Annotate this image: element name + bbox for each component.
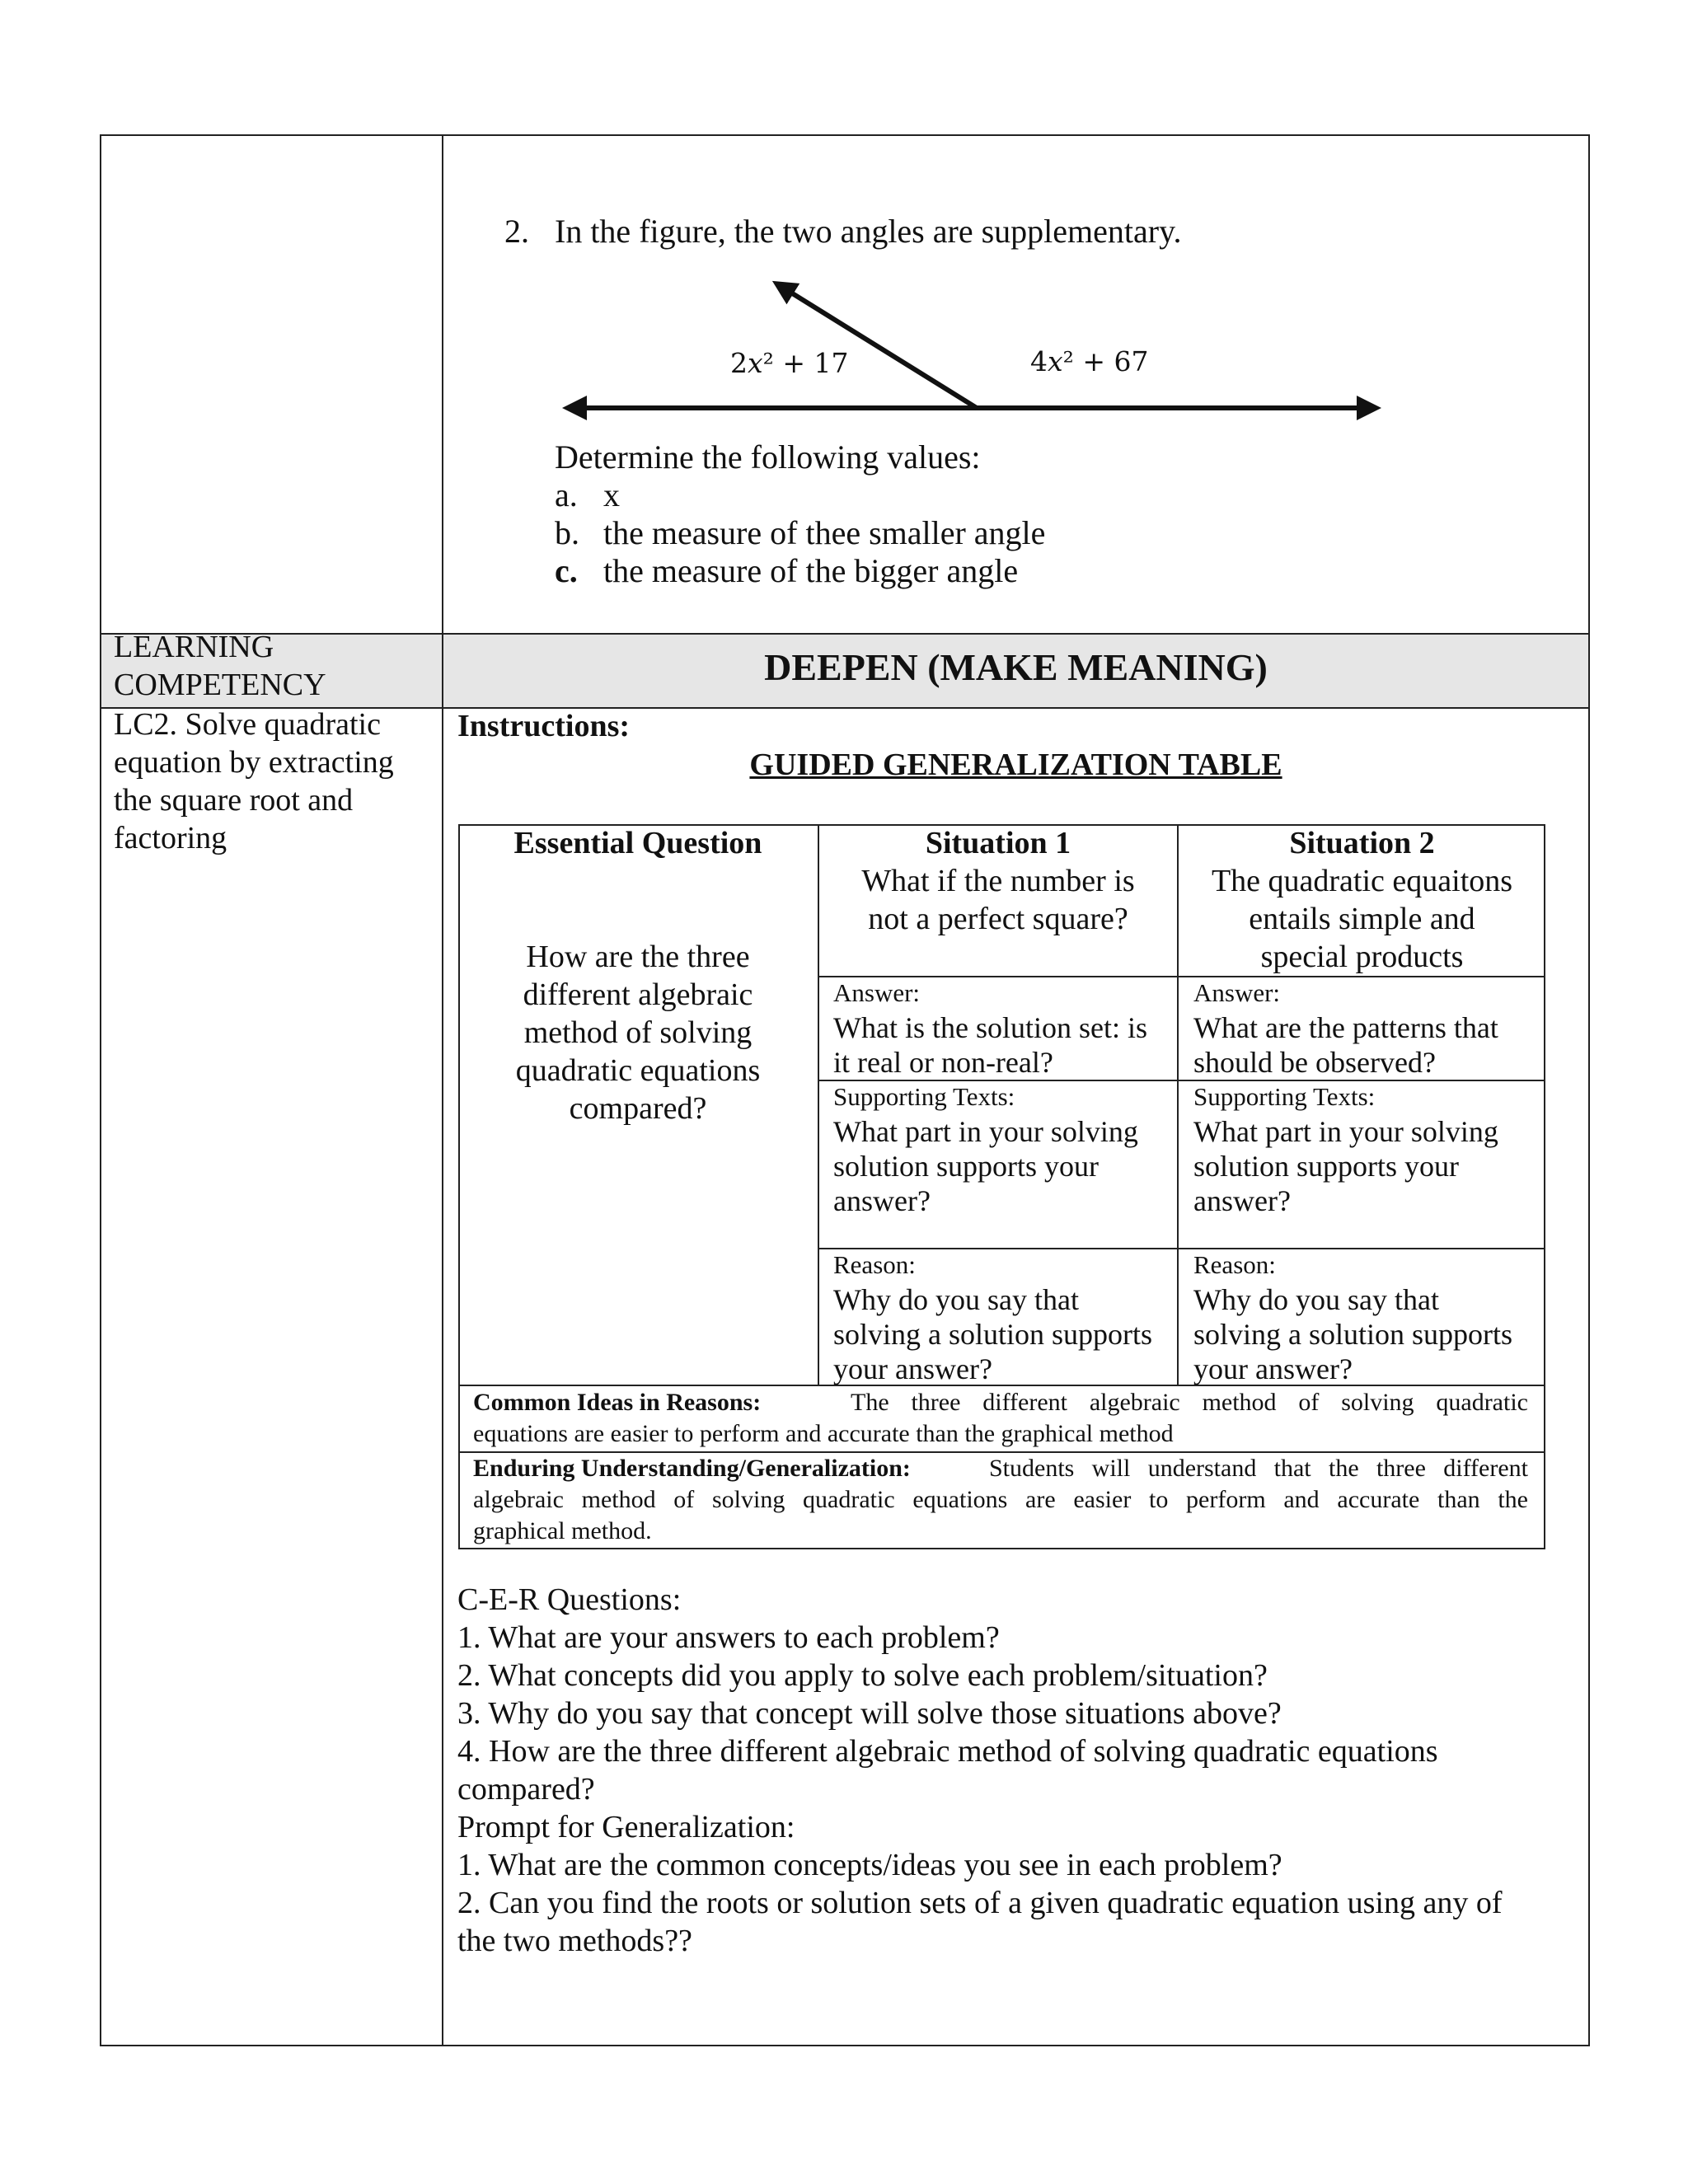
gtable-hline-4 xyxy=(458,1385,1545,1386)
common-ideas-line-1: The three different algebraic method of solving quadratic xyxy=(851,1389,1528,1416)
column-divider xyxy=(442,134,443,2046)
s2-answer-label: Answer: xyxy=(1193,978,1281,1007)
s1-reason-label: Reason: xyxy=(833,1250,916,1279)
s1-answer-label: Answer: xyxy=(833,978,921,1007)
angle-right-label: 4𝑥² + 67 xyxy=(1030,345,1149,377)
generalization-prompt-2: 2. Can you find the roots or solution sets of a given quadratic equation using any of xyxy=(457,1886,1503,1920)
common-ideas-label: Common Ideas in Reasons: xyxy=(473,1389,762,1416)
s1-supporting-line-3: answer? xyxy=(833,1184,931,1217)
s2-reason-line-3: your answer? xyxy=(1193,1352,1353,1385)
s1-reason-line-1: Why do you say that xyxy=(833,1283,1079,1316)
situation-2-heading: Situation 2 xyxy=(1289,826,1435,860)
item-b-marker: b. xyxy=(555,514,579,551)
situation-1-heading: Situation 1 xyxy=(925,826,1071,860)
essential-line-5: compared? xyxy=(569,1091,707,1126)
s1-supporting-line-2: solution supports your xyxy=(833,1150,1100,1183)
enduring-line-3: graphical method. xyxy=(473,1517,652,1544)
competency-line-1: LC2. Solve quadratic xyxy=(114,707,381,742)
gtable-hline-5 xyxy=(458,1451,1545,1453)
determine-prompt: Determine the following values: xyxy=(555,438,981,476)
situation-1-line-1: What if the number is xyxy=(861,864,1135,898)
item-c-text: the measure of the bigger angle xyxy=(603,552,1019,589)
item-a-text: x xyxy=(603,476,620,513)
gtable-hline-1 xyxy=(818,976,1545,977)
essential-line-2: different algebraic xyxy=(523,977,753,1012)
cer-question-2: 2. What concepts did you apply to solve each problem/situation? xyxy=(457,1658,1268,1693)
generalization-prompt-1: 1. What are the common concepts/ideas you see in each problem? xyxy=(457,1848,1282,1882)
situation-2-line-1: The quadratic equaitons xyxy=(1211,864,1513,898)
essential-line-4: quadratic equations xyxy=(515,1053,761,1088)
situation-1-line-2: not a perfect square? xyxy=(868,902,1128,936)
enduring-label: Enduring Understanding/Generalization: xyxy=(473,1455,911,1482)
common-ideas-line-2: equations are easier to perform and accurate than the graphical method xyxy=(473,1420,1174,1447)
cer-question-4: 4. How are the three different algebraic method of solving quadratic equations xyxy=(457,1734,1438,1769)
supplementary-angle-figure xyxy=(560,272,1385,429)
gtable-hline-3 xyxy=(818,1248,1545,1249)
instructions-label: Instructions: xyxy=(457,709,631,743)
s1-reason-line-3: your answer? xyxy=(833,1352,992,1385)
s2-reason-line-1: Why do you say that xyxy=(1193,1283,1439,1316)
angle-left-label: 2𝑥² + 17 xyxy=(730,347,849,379)
s1-supporting-line-1: What part in your solving xyxy=(833,1115,1138,1148)
essential-line-3: method of solving xyxy=(523,1015,753,1050)
cer-question-1: 1. What are your answers to each problem? xyxy=(457,1620,1000,1655)
cer-heading: C-E-R Questions: xyxy=(457,1582,682,1617)
item-b-text: the measure of thee smaller angle xyxy=(603,514,1046,551)
item-a-marker: a. xyxy=(555,476,578,513)
s2-supporting-line-1: What part in your solving xyxy=(1193,1115,1498,1148)
learning-competency-header-line2: COMPETENCY xyxy=(114,668,326,702)
s1-reason-line-2: solving a solution supports xyxy=(833,1318,1153,1351)
cer-question-3: 3. Why do you say that concept will solve those situations above? xyxy=(457,1696,1282,1731)
problem-statement: In the figure, the two angles are supplementary. xyxy=(555,213,1182,250)
enduring-line-2: algebraic method of solving quadratic equations are easier to perform and accurate than the xyxy=(473,1486,1528,1513)
competency-line-2: equation by extracting xyxy=(114,745,394,780)
item-c-marker: c. xyxy=(555,552,578,589)
s2-answer-line-2: should be observed? xyxy=(1193,1046,1436,1079)
essential-line-1: How are the three xyxy=(526,940,750,974)
s2-reason-label: Reason: xyxy=(1193,1250,1276,1279)
learning-competency-header-line1: LEARNING xyxy=(114,630,274,664)
s1-answer-line-1: What is the solution set: is xyxy=(833,1011,1147,1044)
row-divider-top xyxy=(100,633,1590,635)
section-title: DEEPEN (MAKE MEANING) xyxy=(764,646,1268,688)
competency-line-4: factoring xyxy=(114,821,227,855)
competency-line-3: the square root and xyxy=(114,783,354,818)
s2-supporting-line-2: solution supports your xyxy=(1193,1150,1460,1183)
s2-answer-line-1: What are the patterns that xyxy=(1193,1011,1498,1044)
enduring-line-1: Students will understand that the three different xyxy=(989,1455,1528,1482)
s1-supporting-label: Supporting Texts: xyxy=(833,1082,1015,1111)
generalization-prompt-heading: Prompt for Generalization: xyxy=(457,1810,795,1844)
problem-number: 2. xyxy=(504,213,529,250)
s2-supporting-line-3: answer? xyxy=(1193,1184,1291,1217)
table-title: GUIDED GENERALIZATION TABLE xyxy=(749,748,1282,782)
s2-reason-line-2: solving a solution supports xyxy=(1193,1318,1513,1351)
cer-question-4-cont: compared? xyxy=(457,1772,595,1807)
generalization-prompt-2-cont: the two methods?? xyxy=(457,1924,692,1958)
s1-answer-line-2: it real or non-real? xyxy=(833,1046,1053,1079)
s2-supporting-label: Supporting Texts: xyxy=(1193,1082,1376,1111)
situation-2-line-2: entails simple and xyxy=(1249,902,1475,936)
situation-2-line-3: special products xyxy=(1260,940,1464,974)
essential-question-heading: Essential Question xyxy=(513,826,762,860)
